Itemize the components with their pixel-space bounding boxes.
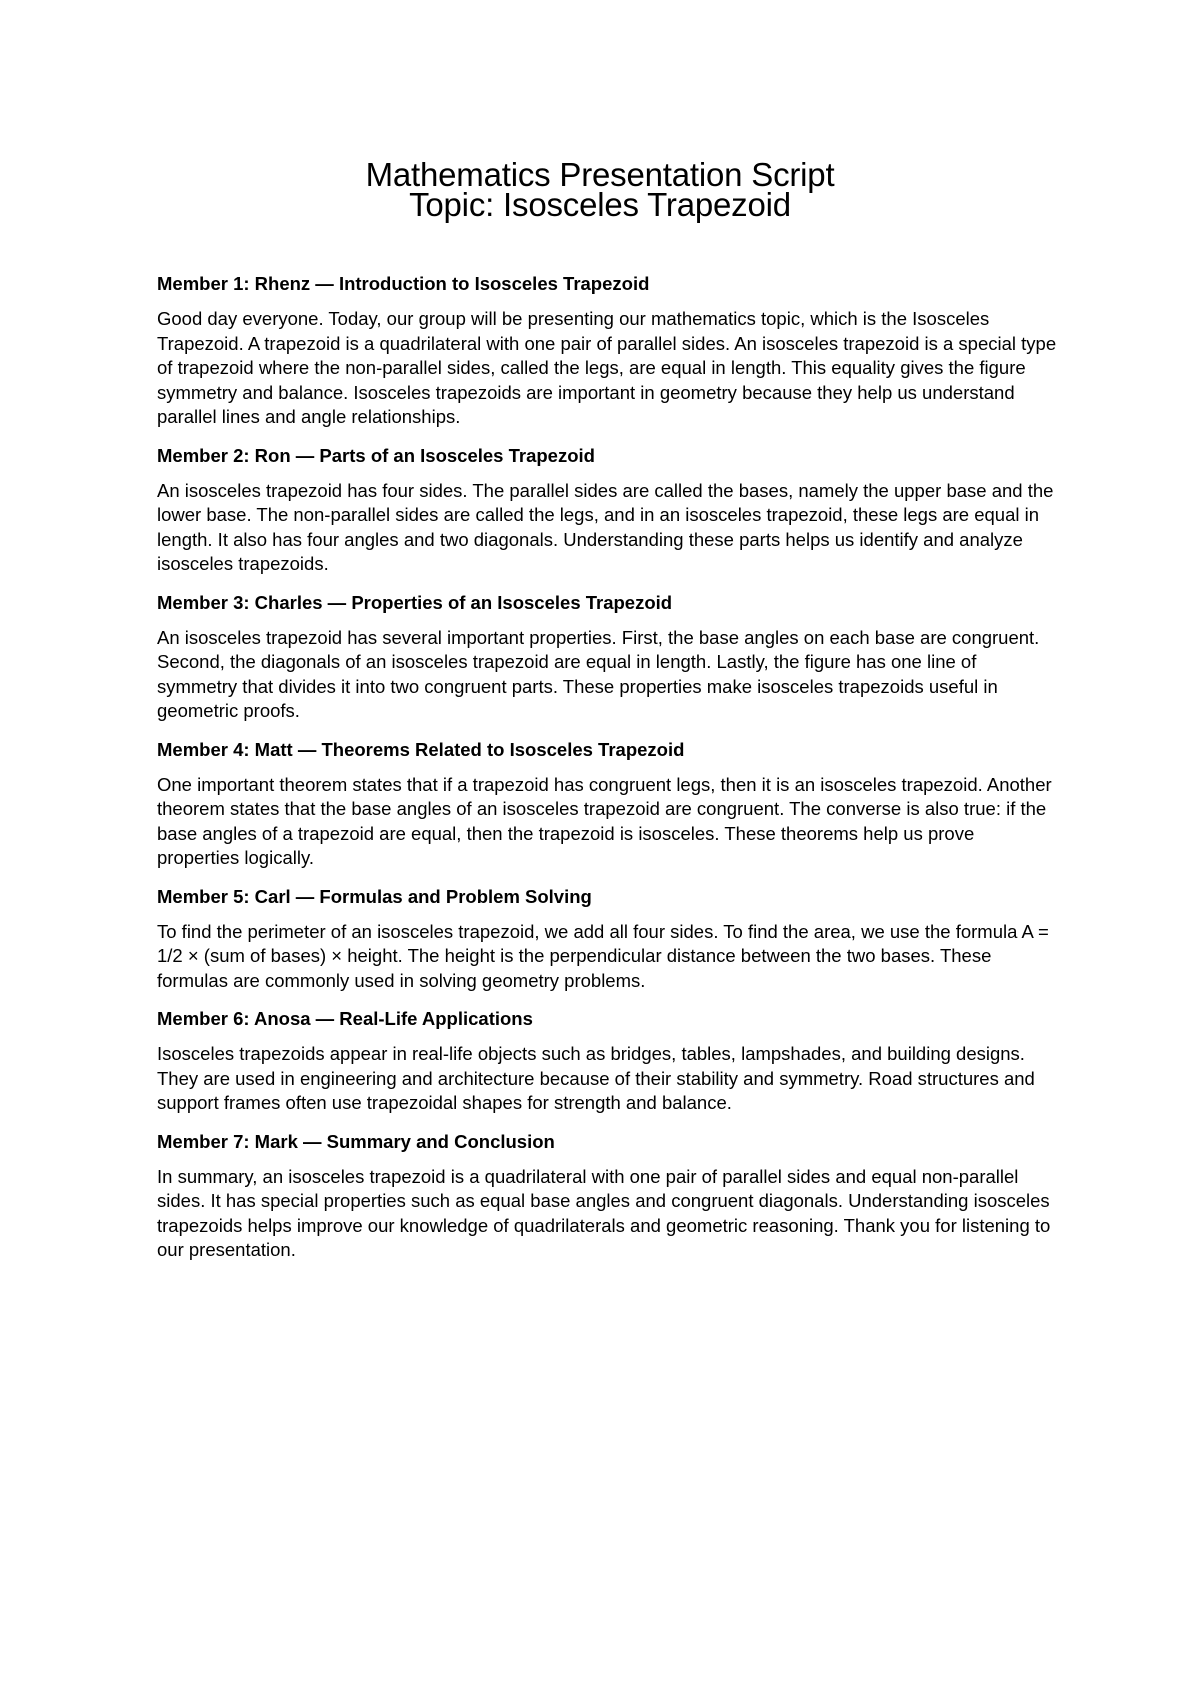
section-paragraph: An isosceles trapezoid has several important properties. First, the base angles on each base are congruent. Second, the diagonals of an isosceles trapezoid are equal in length. Lastly, the figure has one line of symmetry that divides it into two congruent parts. These properties make isosceles trapezoids useful in geometric proofs.: [157, 626, 1040, 721]
section-member-6: [157, 1007, 1057, 1116]
section-paragraph: In summary, an isosceles trapezoid is a quadrilateral with one pair of parallel sides and equal non-parallel sides. It has special properties such as equal base angles and congruent diagonals. Understanding isosceles trapezoids helps improve our knowledge of quadrilaterals and geometric reasoning. Thank you for listening to our presentation.: [157, 1165, 1051, 1260]
section-heading: Member 6: Anosa — Real-Life Applications: [157, 1008, 533, 1029]
section-member-2: [157, 444, 1057, 577]
section-paragraph: Good day everyone. Today, our group will be presenting our mathematics topic, which is the Isosceles Trapezoid. A trapezoid is a quadrilateral with one pair of parallel sides. An isosceles trapezoid is a special type of trapezoid where the non-parallel sides, called the legs, are equal in length. This equality gives the figure symmetry and balance. Isosceles trapezoids are important in geometry because they help us understand parallel lines and angle relationships.: [157, 308, 1057, 427]
document-body: [157, 272, 1057, 1277]
title-line-2: Topic: Isosceles Trapezoid: [409, 186, 791, 223]
section-member-1: [157, 272, 1057, 430]
section-paragraph: Isosceles trapezoids appear in real-life objects such as bridges, tables, lampshades, and building designs. They are used in engineering and architecture because of their stability and symmetry. Road structures and support frames often use trapezoidal shapes for strength and balance.: [157, 1043, 1035, 1113]
section-heading: Member 4: Matt — Theorems Related to Isosceles Trapezoid: [157, 738, 685, 760]
section-heading: Member 5: Carl — Formulas and Problem Solving: [157, 885, 592, 907]
section-heading: Member 2: Ron — Parts of an Isosceles Trapezoid: [157, 444, 595, 466]
section-paragraph: An isosceles trapezoid has four sides. The parallel sides are called the bases, namely the upper base and the lower base. The non-parallel sides are called the legs, and in an isosceles trapezoid, these legs are equal in length. It also has four angles and two diagonals. Understanding these parts helps us identify and analyze isosceles trapezoids.: [157, 479, 1054, 574]
section-heading: Member 3: Charles — Properties of an Isosceles Trapezoid: [157, 591, 673, 613]
document-title: [0, 156, 1200, 223]
section-member-5: [157, 885, 1057, 994]
title-line-1: Mathematics Presentation Script: [365, 156, 835, 193]
section-member-7: [157, 1130, 1057, 1263]
section-member-3: [157, 591, 1057, 724]
section-member-4: [157, 738, 1057, 871]
section-heading: Member 7: Mark — Summary and Conclusion: [157, 1130, 555, 1152]
section-heading: Member 1: Rhenz — Introduction to Isosceles Trapezoid: [157, 273, 650, 294]
section-paragraph: To find the perimeter of an isosceles trapezoid, we add all four sides. To find the area, we use the formula A = 1/2 × (sum of bases) × height. The height is the perpendicular distance between the two bases. These formulas are commonly used in solving geometry problems.: [157, 920, 1049, 991]
section-paragraph: One important theorem states that if a trapezoid has congruent legs, then it is an isosceles trapezoid. Another theorem states that the base angles of an isosceles trapezoid are congruent. The converse is also true: if the base angles of a trapezoid are equal, then the trapezoid is isosceles. These theorems help us prove properties logically.: [157, 773, 1052, 868]
